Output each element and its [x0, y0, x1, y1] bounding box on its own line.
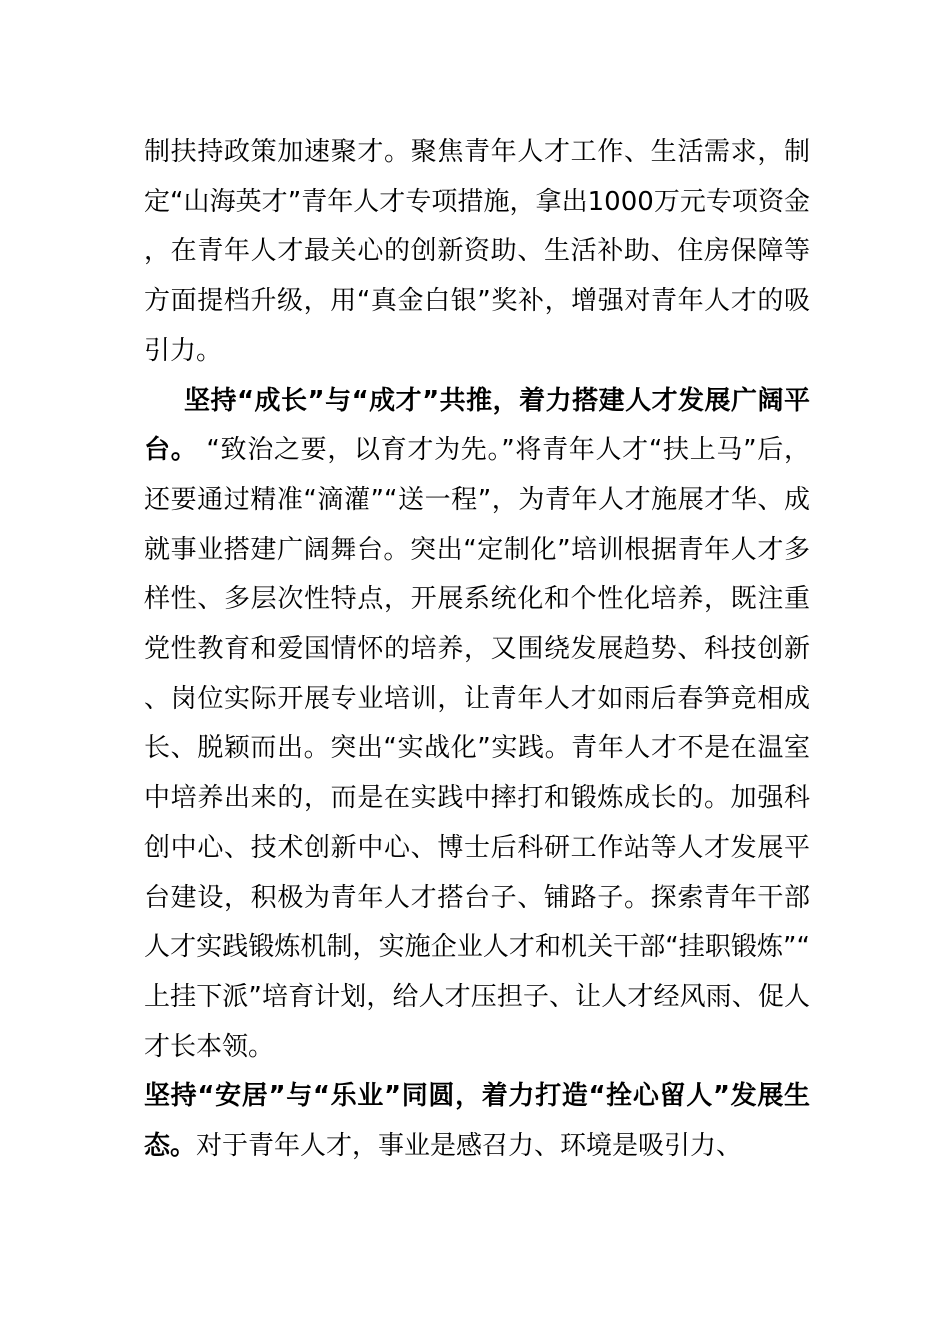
document-body [144, 128, 810, 1172]
paragraph-living-ecology [144, 1072, 810, 1171]
paragraph-body: “致治之要，以育才为先。”将青年人才“扶上马”后，还要通过精准“滴灌”“送一程”，为青年人才施展才华、成就事业搭建广阔舞台。突出“定制化”培训根据青年人才多样性、多层次性特点，开展系统化和个性化培养，既注重党性教育和爱国情怀的培养，又围绕发展趋势、科技创新、岗位实际开展专业培训，让青年人才如雨后春笋竞相成长、脱颖而出。突出“实战化”实践。青年人才不是在温室中培养出来的，而是在实践中摔打和锻炼成长的。加强科创中心、技术创新中心、博士后科研工作站等人才发展平台建设，积极为青年人才搭台子、铺路子。探索青年干部人才实践锻炼机制，实施企业人才和机关干部“挂职锻炼”“上挂下派”培育计划，给人才压担子、让人才经风雨、促人才长本领。 [144, 435, 810, 1062]
paragraph-body: 对于青年人才，事业是感召力、环境是吸引力、 [196, 1131, 743, 1162]
paragraph-lead-heading: 坚持“成长”与“成才”共推，着力搭建人才发展广阔平台。 [144, 385, 810, 466]
paragraph-body: 制扶持政策加速聚才。聚焦青年人才工作、生活需求，制定“山海英才”青年人才专项措施，拿出1000万元专项资金，在青年人才最关心的创新资助、生活补助、住房保障等方面提档升级，用“真金白银”奖补，增强对青年人才的吸引力。 [144, 137, 810, 366]
paragraph-growth-platform [144, 377, 810, 1073]
paragraph-policy-support [144, 128, 810, 377]
paragraph-lead-heading: 坚持“安居”与“乐业”同圆，着力打造“拴心留人”发展生态。 [144, 1081, 810, 1162]
